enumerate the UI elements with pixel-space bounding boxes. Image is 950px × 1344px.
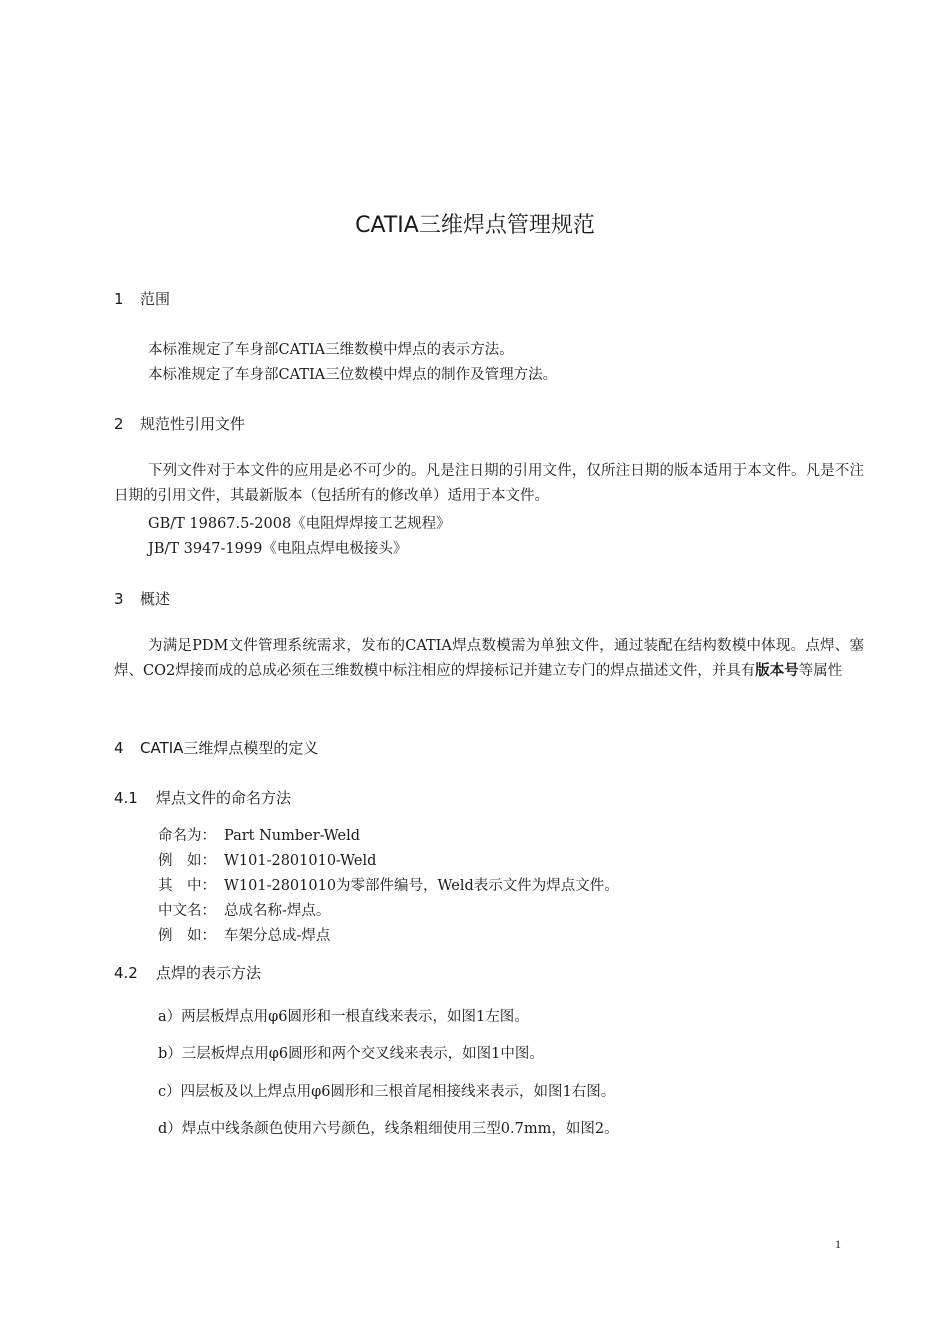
s3-text-b: 等属性	[798, 663, 843, 679]
page-title: CATIA三维焊点管理规范	[355, 213, 595, 238]
section-2-heading	[114, 413, 245, 434]
naming-row: 命名为： Part Number-Weld	[158, 828, 361, 844]
list-item: c）四层板及以上焊点用φ6圆形和三根首尾相接线来表示，如图1右图。	[158, 1084, 616, 1100]
section-title: 范围	[140, 290, 171, 308]
reference-1: GB/T 19867.5-2008《电阻焊焊接工艺规程》	[148, 516, 451, 532]
s3-paragraph	[114, 634, 864, 684]
section-number: 4.1	[114, 789, 138, 807]
section-number: 3	[114, 590, 124, 608]
naming-row: 其 中： W101-2801010为零部件编号，Weld表示文件为焊点文件。	[158, 878, 619, 894]
s1-line-1: 本标准规定了车身部CATIA三维数模中焊点的表示方法。	[148, 342, 514, 358]
page-number: 1	[835, 1237, 841, 1251]
section-number: 4.2	[114, 964, 138, 982]
section-4-2-heading	[114, 962, 261, 983]
section-1-heading	[114, 288, 170, 309]
section-title: 焊点文件的命名方法	[156, 789, 292, 807]
section-4-heading	[114, 737, 318, 758]
s3-text-a: 为满足PDM文件管理系统需求，发布的CATIA焊点数模需为单独文件，通过装配在结构数模中体现。点焊、塞焊、CO2焊接而成的总成必须在三维数模中标注相应的焊接标记并建立专门的焊点描述文件，并具有	[114, 638, 864, 679]
section-number: 2	[114, 415, 124, 433]
section-title: 点焊的表示方法	[156, 964, 262, 982]
naming-row: 例 如： W101-2801010-Weld	[158, 853, 377, 869]
list-item: b）三层板焊点用φ6圆形和两个交叉线来表示，如图1中图。	[158, 1046, 544, 1062]
s1-line-2: 本标准规定了车身部CATIA三位数模中焊点的制作及管理方法。	[148, 367, 558, 383]
s2-paragraph: 下列文件对于本文件的应用是必不可少的。凡是注日期的引用文件，仅所注日期的版本适用于本文件。凡是不注日期的引用文件，其最新版本（包括所有的修改单）适用于本文件。	[114, 463, 864, 504]
section-title: 规范性引用文件	[140, 415, 246, 433]
s3-bold-term: 版本号	[755, 663, 799, 679]
section-number: 4	[114, 739, 124, 757]
list-item: d）焊点中线条颜色使用六号颜色，线条粗细使用三型0.7mm，如图2。	[158, 1121, 619, 1137]
naming-row: 例 如： 车架分总成-焊点	[158, 928, 331, 944]
section-number: 1	[114, 290, 124, 308]
section-4-1-heading	[114, 787, 291, 808]
section-3-heading	[114, 588, 170, 609]
naming-row: 中文名： 总成名称-焊点。	[158, 903, 331, 919]
section-title: CATIA三维焊点模型的定义	[140, 739, 319, 757]
list-item: a）两层板焊点用φ6圆形和一根直线来表示，如图1左图。	[158, 1009, 529, 1025]
reference-2: JB/T 3947-1999《电阻点焊电极接头》	[148, 541, 408, 557]
section-title: 概述	[140, 590, 171, 608]
